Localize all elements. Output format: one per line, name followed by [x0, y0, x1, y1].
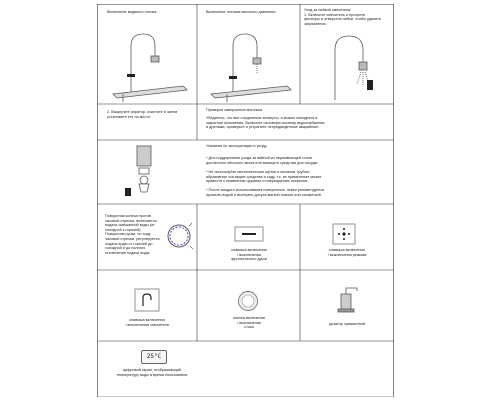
soap-dispenser-icon [333, 284, 367, 314]
faucet-outline-icon [134, 288, 160, 312]
wheel-instruction-line: часовой стрелки, регулируется [105, 237, 160, 241]
row2-cell2-line: и дренажа, проверьте и устраните непредвиденные аварийные. [206, 125, 320, 130]
row1-cell1-caption: Включение водяного потока. [107, 10, 158, 14]
wheel-instruction-line: подача смешанной воды (от [105, 223, 155, 228]
row1-cell3-line: 1. Включите смеситель и протрите [304, 12, 366, 17]
care-title: Указания по эксплуатации и уходу. [206, 144, 268, 148]
wheel-instruction-line: Поворотом колеса против [105, 214, 151, 218]
care-note: * Для поддержания ухода за вайной из нержавеющей стали [206, 156, 313, 160]
aerator-illustration [103, 140, 195, 202]
wheel-instruction-line: часовой стрелки, включается [105, 218, 157, 223]
display-label-line: температуру воды в время пользования [116, 372, 188, 377]
row1-cell3-title: Уход за лейкой смесителя: [304, 8, 352, 12]
dotted-button-icon [332, 223, 356, 245]
drain-label-line: стока [244, 325, 254, 330]
care-note: привести к появлению царапин и повреждению покрытия. [206, 179, 309, 184]
care-note: * После каждого использования поверхность лейки рекомендуется [206, 188, 325, 192]
wheel-instruction-line: отключения подачи воды. [105, 250, 151, 255]
rotary-wheel-icon [167, 220, 195, 254]
flat-button-icon [234, 226, 264, 242]
row2-cell2-line: закрытом положении. Включите основную систему водоснабжения [206, 120, 325, 125]
care-note: промыть водой и вытереть досуха мягкой тканью или салфеткой. [206, 192, 322, 197]
wheel-instruction-line: подача воды от горячей до [105, 241, 153, 246]
wheel-instruction-line: холодной и до полного [105, 246, 146, 251]
front-shower-label-line: клавиша включения [231, 248, 267, 252]
care-note: * Не используйте металлические щётки и мочалки, грубые, [206, 170, 311, 174]
row2-cell2-line: Убедитесь, что все соединения затянуты, и можно находится в [206, 116, 318, 120]
mixer-label-line: клавиша включения [129, 318, 165, 322]
care-note: абразивные чистящие средства и соду, т.к. их применение может [206, 174, 322, 179]
mode-label-line: / выключения режима [327, 252, 367, 257]
round-drain-button-icon [237, 290, 259, 312]
display-value: 25°C [146, 353, 162, 360]
row2-cell1-line: 2. Выкрутите аэратор, очистите и затем [107, 110, 178, 114]
row1-cell3-line: фильтры и отверстия лейки, чтобы удалить [304, 17, 382, 22]
display-label-line: цифровой экран, отображающий [122, 368, 182, 372]
front-shower-label-line: / выключения [237, 252, 261, 257]
mode-label-line: клавиша включения [329, 248, 365, 252]
front-shower-label-line: фронтального душа [231, 257, 267, 262]
row1-cell2-caption: Включение потоков высокого давления. [206, 10, 277, 14]
dispenser-label: дозатор чуваженной [328, 322, 366, 326]
row1-cell3-line: загрязнения. [304, 21, 327, 26]
row2-cell2-title: Проверка завершения монтажа. [206, 108, 263, 112]
faucet-illustration [203, 24, 295, 102]
drain-label-line: кнопка включения [233, 316, 265, 320]
drain-label-line: / выключения [237, 320, 261, 325]
faucet-illustration [103, 24, 193, 102]
wheel-instruction-line: Поворотом ручки, по ходу [105, 232, 151, 237]
row2-cell1-line: установите его на место. [107, 114, 152, 119]
spray-head-icon [309, 28, 389, 102]
wheel-instruction-line: холодной к горячей). [105, 227, 142, 232]
digital-display-icon [141, 350, 167, 364]
instruction-sheet [97, 4, 394, 397]
mixer-label-line: / выключения смесителя [125, 322, 169, 327]
care-note: достаточно обычного мыла или моющего средства для посуды. [206, 160, 319, 165]
